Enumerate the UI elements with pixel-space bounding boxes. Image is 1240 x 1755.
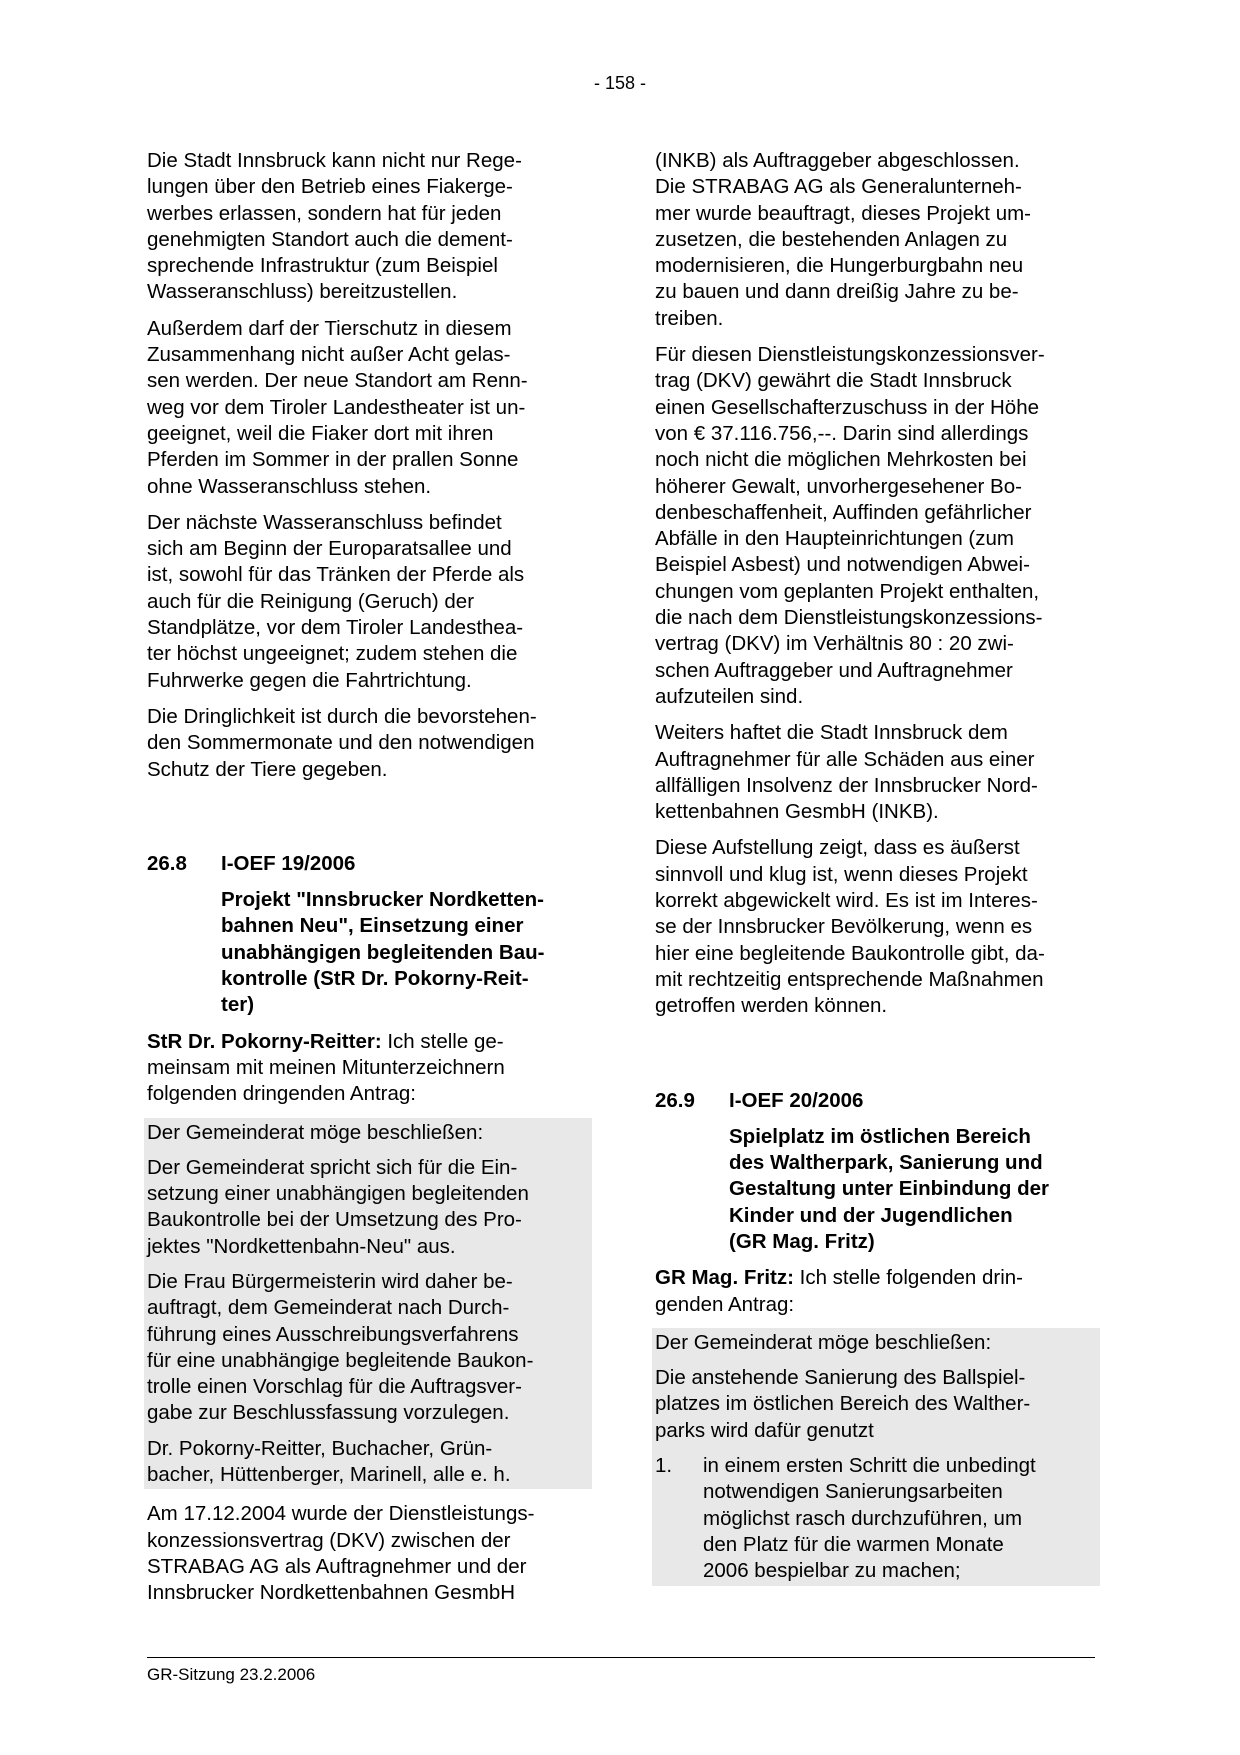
list-text: in einem ersten Schritt die unbedingt notwendigen Sanierungsarbeiten möglichst rasch durchzuführen, um den Platz für die warmen Monate 2006 bespielbar zu machen; xyxy=(703,1454,1036,1583)
speaker-paragraph xyxy=(147,1029,589,1108)
speaker-text: Ich stelle ge- meinsam mit meinen Mitunterzeichnern folgenden dringenden Antrag: xyxy=(147,1029,505,1106)
paragraph: Diese Aufstellung zeigt, dass es äußerst sinnvoll und klug ist, wenn dieses Projekt korrekt abgewickelt wird. Es ist im Interes- se der Innsbrucker Bevölkerung, wenn es hier eine begleitende Baukontrolle gibt, da- mit rechtzeitig entsprechende Maßnahmen getroffen werden können. xyxy=(655,836,1045,1018)
motion-text: Die Frau Bürgermeisterin wird daher be- auftragt, dem Gemeinderat nach Durch- führung eines Ausschreibungsverfahrens für eine unabhängige begleitende Baukon- trolle einen Vorschlag für die Auftragsver- gabe zur Beschlussfassung vorzulegen. xyxy=(147,1269,534,1425)
speaker-paragraph xyxy=(655,1265,1097,1318)
section-number: 26.9 xyxy=(655,1088,695,1112)
motion-intro: Der Gemeinderat möge beschließen: xyxy=(655,1330,992,1354)
motion-text: Der Gemeinderat spricht sich für die Ein- setzung einer unabhängigen begleitenden Baukontrolle bei der Umsetzung des Pro- jektes "Nordkettenbahn-Neu" aus. xyxy=(147,1155,529,1258)
speaker-name: StR Dr. Pokorny-Reitter: xyxy=(147,1029,382,1053)
paragraph: Für diesen Dienstleistungskonzessionsver- trag (DKV) gewährt die Stadt Innsbruck einen Gesellschafterzuschuss in der Höhe von € 37.116.756,--. Darin sind allerdings noch nicht die möglichen Mehrkosten bei höherer Gewalt, unvorhergesehener Bo- denbeschaffenheit, Auffinden gefährlicher Abfälle in den Haupteinrichtungen (zum Beispiel Asbest) und notwendigen Abwei- chungen vom geplanten Projekt enthalten, die nach dem Dienstleistungskonzessions- vertrag (DKV) im Verhältnis 80 : 20 zwi- schen Auftraggeber und Auftragnehmer aufzuteilen sind. xyxy=(655,343,1045,708)
section-code: I-OEF 20/2006 xyxy=(729,1088,864,1112)
list-number: 1. xyxy=(655,1454,673,1478)
speaker-text: Ich stelle folgenden drin- genden Antrag: xyxy=(655,1266,1023,1316)
page-number: - 158 - xyxy=(593,73,647,93)
paragraph: Die Dringlichkeit ist durch die bevorstehen- den Sommermonate und den notwendigen Schutz der Tiere gegeben. xyxy=(147,704,537,781)
list-item xyxy=(655,1453,1097,1584)
right-column xyxy=(655,148,1097,1586)
section-heading-26-9 xyxy=(655,1088,1097,1114)
speaker-name: GR Mag. Fritz: xyxy=(655,1266,794,1290)
motion-intro: Der Gemeinderat möge beschließen: xyxy=(147,1120,484,1144)
section-code: I-OEF 19/2006 xyxy=(221,851,356,875)
paragraph: (INKB) als Auftraggeber abgeschlossen. Die STRABAG AG als Generalunterneh- mer wurde beauftragt, dieses Projekt um- zusetzen, die bestehenden Anlagen zu modernisieren, die Hungerburgbahn neu zu bauen und dann dreißig Jahre zu be- treiben. xyxy=(655,149,1031,330)
section-number: 26.8 xyxy=(147,851,187,875)
paragraph: Am 17.12.2004 wurde der Dienstleistungs- konzessionsvertrag (DKV) zwischen der STRABAG AG als Auftragnehmer und der Innsbrucker Nordkettenbahnen GesmbH xyxy=(147,1502,535,1605)
motion-text: Die anstehende Sanierung des Ballspiel- platzes im östlichen Bereich des Walther- parks wird dafür genutzt xyxy=(655,1366,1031,1442)
paragraph: Weiters haftet die Stadt Innsbruck dem Auftragnehmer für alle Schäden aus einer allfälligen Insolvenz der Innsbrucker Nord- kettenbahnen GesmbH (INKB). xyxy=(655,721,1038,824)
paragraph: Die Stadt Innsbruck kann nicht nur Rege- lungen über den Betrieb eines Fiakerge- werbes erlassen, sondern hat für jeden genehmigten Standort auch die dement- sprechende Infrastruktur (zum Beispiel Wasseranschluss) bereitzustellen. xyxy=(147,149,522,304)
section-title: Projekt "Innsbrucker Nordketten- bahnen Neu", Einsetzung einer unabhängigen begleitenden Bau- kontrolle (StR Dr. Pokorny-Reit- ter) xyxy=(221,888,545,1017)
paragraph: Der nächste Wasseranschluss befindet sich am Beginn der Europaratsallee und ist, sowohl für das Tränken der Pferde als auch für die Reinigung (Geruch) der Standplätze, vor dem Tiroler Landesthea- ter höchst ungeeignet; zudem stehen die Fuhrwerke gegen die Fahrtrichtung. xyxy=(147,510,525,692)
paragraph: Außerdem darf der Tierschutz in diesem Zusammenhang nicht außer Acht gelas- sen werden. Der neue Standort am Renn- weg vor dem Tiroler Landestheater ist un- geeignet, weil die Fiaker dort mit ihren Pferden im Sommer in der prallen Sonne ohne Wasseranschluss stehen. xyxy=(147,316,528,498)
left-column xyxy=(147,148,589,1617)
motion-box xyxy=(652,1328,1100,1586)
footer-divider xyxy=(147,1657,1095,1658)
motion-signatories: Dr. Pokorny-Reitter, Buchacher, Grün- bacher, Hüttenberger, Marinell, alle e. h. xyxy=(147,1436,511,1487)
footer: GR-Sitzung 23.2.2006 xyxy=(147,1665,316,1684)
section-title: Spielplatz im östlichen Bereich des Waltherpark, Sanierung und Gestaltung unter Einbindung der Kinder und der Jugendlichen (GR Mag. Fritz) xyxy=(729,1124,1050,1253)
section-heading-26-8 xyxy=(147,851,589,877)
motion-box xyxy=(144,1118,592,1490)
